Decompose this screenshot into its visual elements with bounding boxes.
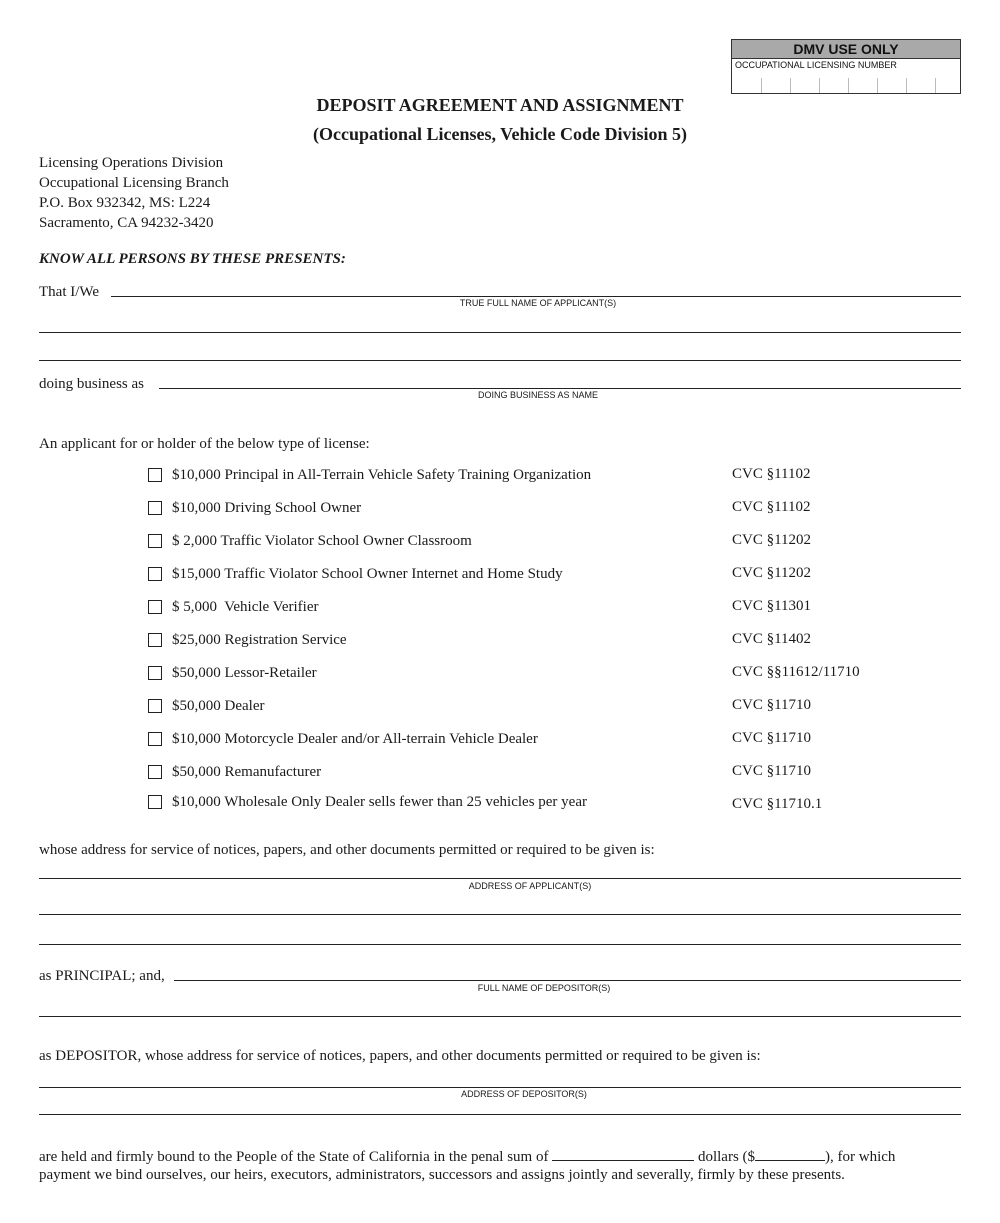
license-option-label: $ 2,000 Traffic Violator School Owner Classroom [172,533,472,549]
license-code: CVC §11710 [732,763,812,779]
applicant-name-line-3[interactable] [39,360,961,361]
license-option-label: $10,000 Motorcycle Dealer and/or All-terrain Vehicle Dealer [172,731,538,747]
license-code: CVC §11710 [732,697,812,713]
for-which-text: ), for which [825,1149,896,1165]
depositor-address-line-2[interactable] [39,1114,961,1115]
license-option-label: $10,000 Wholesale Only Dealer sells fewer than 25 vehicles per year [172,794,587,810]
license-checkbox[interactable] [148,699,162,713]
penal-sum-amount-field[interactable] [755,1147,825,1161]
depositor-name-caption: FULL NAME OF DEPOSITOR(S) [477,983,611,993]
license-option-label: $ 5,000 Vehicle Verifier [172,599,319,615]
applicant-address-line-2[interactable] [39,914,961,915]
license-option-label: $15,000 Traffic Violator School Owner Internet and Home Study [172,566,563,582]
occupational-licensing-number-field[interactable] [732,71,960,93]
license-code: CVC §11102 [732,499,811,515]
license-option-label: $50,000 Dealer [172,698,265,714]
license-code: CVC §11202 [732,532,812,548]
license-checkbox[interactable] [148,795,162,809]
depositor-name-line[interactable] [174,980,961,981]
license-option-label: $25,000 Registration Service [172,632,347,648]
license-checkbox[interactable] [148,534,162,548]
dba-name-line[interactable] [159,388,961,389]
license-checkbox[interactable] [148,666,162,680]
form-title: DEPOSIT AGREEMENT AND ASSIGNMENT [316,95,684,115]
license-code: CVC §11402 [732,631,812,647]
dollars-text: dollars ($ [697,1149,756,1165]
occupational-licensing-number-label: OCCUPATIONAL LICENSING NUMBER [735,60,897,70]
dmv-use-only-box [731,39,961,94]
license-checkbox[interactable] [148,567,162,581]
depositor-address-line[interactable] [39,1087,961,1088]
binding-statement: payment we bind ourselves, our heirs, executors, administrators, successors and assigns jointly and severally, firmly by these presents. [39,1167,845,1183]
dba-name-caption: DOING BUSINESS AS NAME [477,390,599,400]
as-depositor-text: as DEPOSITOR, whose address for service of notices, papers, and other documents permitted or required to be given is: [39,1048,761,1064]
penal-sum-text: are held and firmly bound to the People of the State of California in the penal sum of [39,1149,549,1165]
license-option-label: $50,000 Lessor-Retailer [172,665,317,681]
license-option-label: $50,000 Remanufacturer [172,764,322,780]
license-code: CVC §11102 [732,466,811,482]
as-principal-label: as PRINCIPAL; and, [39,968,165,984]
license-checkbox[interactable] [148,633,162,647]
license-code: CVC §11202 [732,565,812,581]
applicant-name-line[interactable] [111,296,961,297]
applicant-service-address-text: whose address for service of notices, papers, and other documents permitted or required to be given is: [39,842,655,858]
license-checkbox[interactable] [148,732,162,746]
license-type-intro: An applicant for or holder of the below type of license: [39,436,370,452]
form-subtitle: (Occupational Licenses, Vehicle Code Division 5) [312,124,687,144]
license-code: CVC §11301 [732,598,812,614]
applicant-name-caption: TRUE FULL NAME OF APPLICANT(S) [459,298,617,308]
applicant-address-caption: ADDRESS OF APPLICANT(S) [468,881,592,891]
address-line-4: Sacramento, CA 94232-3420 [39,215,214,231]
address-line-3: P.O. Box 932342, MS: L224 [39,195,211,211]
penal-sum-words-field[interactable] [552,1147,694,1161]
depositor-name-line-2[interactable] [39,1016,961,1017]
license-checkbox[interactable] [148,501,162,515]
license-checkbox[interactable] [148,765,162,779]
applicant-name-line-2[interactable] [39,332,961,333]
license-code: CVC §11710.1 [732,796,823,812]
applicant-address-line[interactable] [39,878,961,879]
depositor-address-caption: ADDRESS OF DEPOSITOR(S) [461,1089,587,1099]
applicant-address-line-3[interactable] [39,944,961,945]
license-code: CVC §§11612/11710 [732,664,860,680]
license-checkbox[interactable] [148,600,162,614]
address-line-2: Occupational Licensing Branch [39,175,229,191]
license-option-label: $10,000 Driving School Owner [172,500,362,516]
know-all-persons-heading: KNOW ALL PERSONS BY THESE PRESENTS: [39,251,346,267]
license-option-label: $10,000 Principal in All-Terrain Vehicle Safety Training Organization [172,467,592,483]
dmv-use-only-header: DMV USE ONLY [732,40,960,59]
that-i-we-label: That I/We [39,284,100,300]
license-checkbox[interactable] [148,468,162,482]
doing-business-as-label: doing business as [39,376,144,392]
penal-sum-line [39,1147,895,1166]
address-line-1: Licensing Operations Division [39,155,224,171]
license-code: CVC §11710 [732,730,812,746]
